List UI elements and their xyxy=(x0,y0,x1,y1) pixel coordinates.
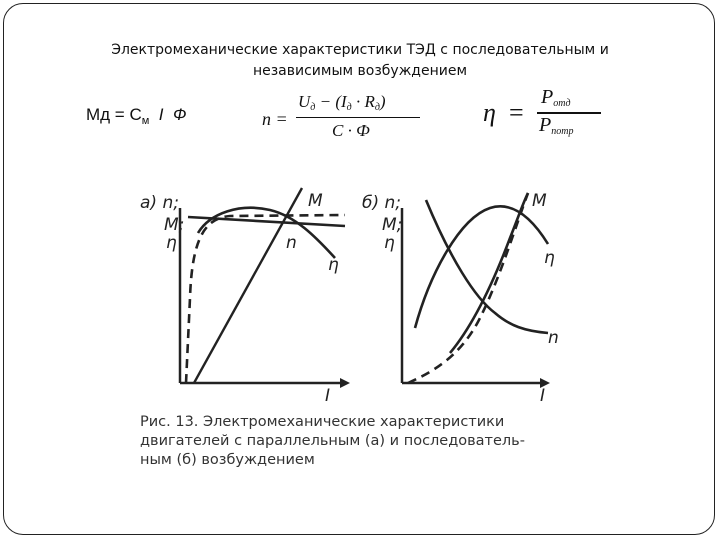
figure-caption xyxy=(140,413,570,470)
speed-denominator: C · Ф xyxy=(332,121,370,140)
torque-flux: Ф xyxy=(172,105,187,124)
panel-a-eta-label: η xyxy=(166,233,177,253)
speed-lhs: n = xyxy=(262,109,288,129)
title-line-1: Электромеханические характеристики ТЭД с последовательным и xyxy=(111,42,609,58)
torque-sub: м xyxy=(141,115,150,127)
torque-formula xyxy=(86,105,186,127)
efficiency-formula xyxy=(483,86,623,146)
slide-title xyxy=(70,40,650,82)
speed-formula xyxy=(262,90,432,150)
torque-lhs: Мд = С xyxy=(86,105,142,124)
speed-fraction-bar xyxy=(296,117,420,118)
caption-line-2: двигателей с параллельным (а) и последователь- xyxy=(140,433,525,449)
panel-b-m-label: M; xyxy=(382,215,403,235)
caption-line-3: ным (б) возбуждением xyxy=(140,452,315,468)
torque-current: I xyxy=(158,105,164,124)
efficiency-numerator: Pотд xyxy=(541,86,571,109)
panel-a-dashed-curve xyxy=(186,215,345,383)
panel-b-m-curve-label: M xyxy=(532,191,547,211)
panel-a-tag: а) n; xyxy=(140,193,179,213)
panel-a-eta-curve-label: η xyxy=(328,255,339,275)
panel-b-eta-curve-label: η xyxy=(544,248,555,268)
panel-b-n-curve-label: n xyxy=(548,328,559,348)
panel-b-eta-label: η xyxy=(384,233,395,253)
panel-a-m-curve-label: M xyxy=(308,191,323,211)
panel-a-m-label: M; xyxy=(164,215,185,235)
panel-a-x-label: I xyxy=(325,386,331,406)
panel-a xyxy=(140,188,350,406)
panel-a-x-arrow xyxy=(340,378,350,388)
efficiency-equals: = xyxy=(509,98,524,127)
efficiency-denominator: Pпотр xyxy=(539,114,574,137)
efficiency-lhs: η xyxy=(483,98,496,127)
panel-a-n-curve-label: n xyxy=(286,233,297,253)
title-line-2: независимым возбуждением xyxy=(252,63,468,79)
panel-b-eta-curve xyxy=(415,206,548,328)
caption-line-1: Рис. 13. Электромеханические характеристики xyxy=(140,414,505,430)
panel-b-x-label: I xyxy=(540,386,546,406)
panel-b-tag: б) n; xyxy=(362,193,402,213)
characteristics-figure xyxy=(130,178,570,408)
speed-numerator: Uд − (Iд · Rд) xyxy=(298,92,386,113)
panel-b xyxy=(362,191,559,406)
